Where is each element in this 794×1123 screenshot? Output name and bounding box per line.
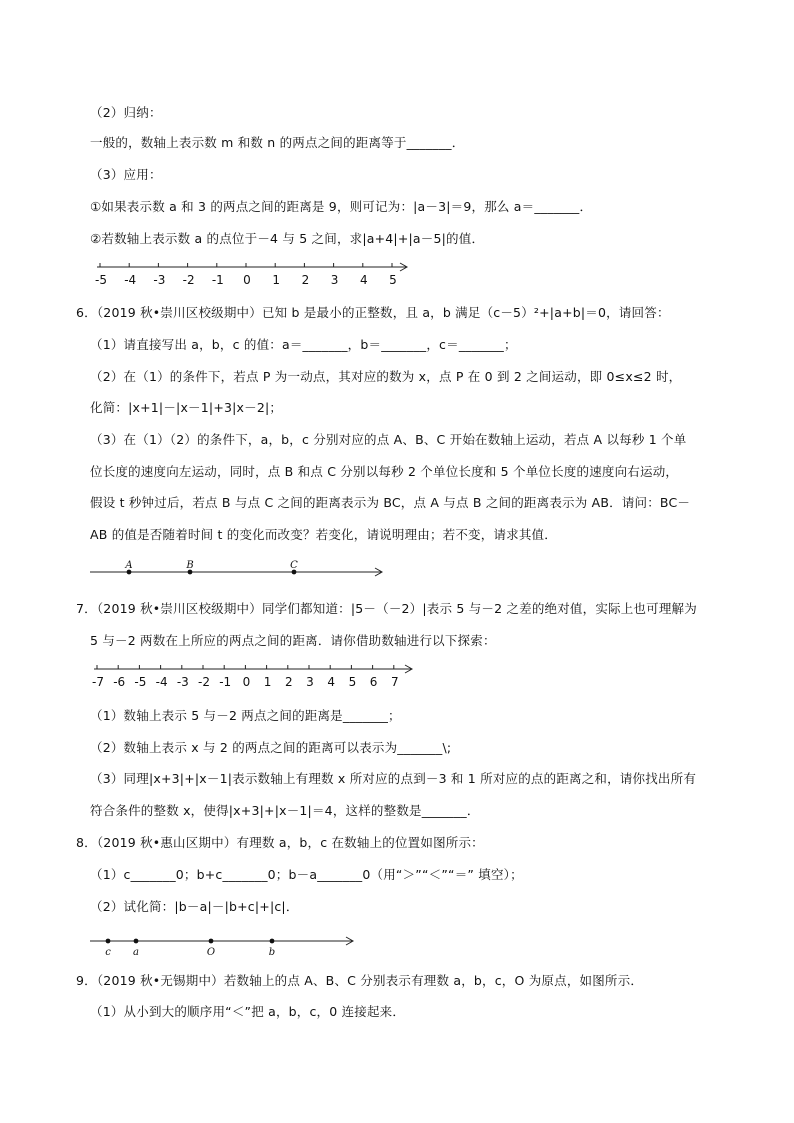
tick-label: -4: [124, 273, 137, 287]
tick-label: -6: [113, 675, 126, 689]
tick-label: -5: [95, 273, 107, 287]
q6-part3-line2: 位长度的速度向左运动，同时，点 B 和点 C 分别以每秒 2 个单位长度和 5 个单位长度的速度向右运动，: [90, 464, 679, 479]
point-label: a: [133, 947, 139, 958]
tick-label: -5: [134, 675, 147, 689]
q7-part2: （2）数轴上表示 x 与 2 的两点之间的距离可以表示为_______\;: [90, 740, 452, 755]
tick-label: 7: [390, 675, 399, 689]
q9-part1: （1）从小到大的顺序用“＜”把 a，b，c，0 连接起来．: [90, 1004, 406, 1019]
point-dot: [270, 939, 275, 944]
q5-part2-heading: （2）归纳：: [90, 105, 162, 120]
tick-label: 3: [306, 675, 314, 689]
q8-title: 8．（2019 秋•惠山区期中）有理数 a，b，c 在数轴上的位置如图所示：: [76, 835, 484, 850]
q5-part3-item1: ①如果表示数 a 和 3 的两点之间的距离是 9，则可记为：|a－3|＝9，那么 a＝_______．: [90, 199, 593, 214]
number-line-4: [0, 925, 794, 958]
q7-part3-line2: 符合条件的整数 x，使得|x+3|+|x－1|＝4，这样的整数是_______．: [90, 803, 480, 818]
point-dot: [209, 939, 214, 944]
q6-title: 6．（2019 秋•崇川区校级期中）已知 b 是最小的正整数，且 a，b 满足（c－5）²+|a+b|＝0，请回答：: [76, 305, 670, 320]
tick-label: 1: [263, 675, 272, 689]
tick-label: -3: [176, 675, 189, 689]
q6-part3-line3: 假设 t 秒钟过后，若点 B 与点 C 之间的距离表示为 BC，点 A 与点 B 之间的距离表示为 AB．请问：BC－: [90, 495, 691, 510]
point-label: O: [206, 947, 216, 958]
tick-label: 3: [330, 273, 339, 287]
q5-part3-heading: （3）应用：: [90, 167, 162, 182]
point-label: c: [105, 947, 111, 958]
point-label: A: [125, 560, 133, 571]
tick-label: -2: [182, 273, 195, 287]
q6-part3-line1: （3）在（1）（2）的条件下，a，b，c 分别对应的点 A、B、C 开始在数轴上运动，若点 A 以每秒 1 个单: [90, 432, 687, 447]
tick-label: 0: [242, 675, 251, 689]
q5-part3-item2: ②若数轴上表示数 a 的点位于－4 与 5 之间，求|a+4|+|a－5|的值．: [90, 231, 485, 246]
tick-label: 1: [272, 273, 281, 287]
tick-label: -3: [153, 273, 166, 287]
tick-label: 5: [348, 675, 357, 689]
tick-label: 2: [284, 675, 293, 689]
q7-part3-line1: （3）同理|x+3|+|x－1|表示数轴上有理数 x 所对应的点到－3 和 1 所对应的点的距离之和，请你找出所有: [90, 771, 697, 786]
q7-title: 7．（2019 秋•崇川区校级期中）同学们都知道：|5－（－2）|表示 5 与－2 之差的绝对值，实际上也可理解为: [76, 601, 697, 616]
number-line-1: [0, 258, 794, 298]
tick-label: 4: [359, 273, 368, 287]
q9-title: 9．（2019 秋•无锡期中）若数轴上的点 A、B、C 分别表示有理数 a，b，c，O 为原点，如图所示．: [76, 973, 644, 988]
q6-part1: （1）请直接写出 a，b，c 的值：a＝_______，b＝_______，c＝_______；: [90, 337, 517, 352]
tick-label: -1: [211, 273, 224, 287]
tick-label: -2: [198, 675, 210, 689]
point-label: b: [268, 947, 276, 958]
number-line-3: [0, 660, 794, 700]
tick-label: 0: [243, 273, 251, 287]
point-label: C: [290, 560, 298, 571]
tick-label: 2: [301, 273, 310, 287]
tick-label: 6: [369, 675, 378, 689]
q7-intro: 5 与－2 两数在上所应的两点之间的距离．请你借助数轴进行以下探索：: [90, 633, 496, 648]
tick-label: 4: [327, 675, 336, 689]
q8-part1: （1）c_______0；b+c_______0；b－a_______0（用“＞”“＜”“＝” 填空）；: [90, 867, 523, 882]
tick-label: -4: [155, 675, 168, 689]
point-dot: [134, 939, 139, 944]
point-dot: [106, 939, 111, 944]
point-label: B: [186, 560, 194, 571]
q8-part2: （2）试化简：|b－a|－|b+c|+|c|．: [90, 899, 299, 914]
number-line-2: [0, 556, 794, 586]
q6-part2-line2: 化简：|x+1|－|x－1|+3|x－2|；: [90, 400, 283, 415]
q6-part2-line1: （2）在（1）的条件下，若点 P 为一动点，其对应的数为 x，点 P 在 0 到 2 之间运动，即 0≤x≤2 时，: [90, 369, 682, 384]
q5-part2-text: 一般的，数轴上表示数 m 和数 n 的两点之间的距离等于_______．: [90, 135, 465, 150]
q6-part3-line4: AB 的值是否随着时间 t 的变化而改变？若变化，请说明理由；若不变，请求其值．: [90, 527, 557, 542]
tick-label: 5: [389, 273, 397, 287]
q7-part1: （1）数轴上表示 5 与－2 两点之间的距离是_______；: [90, 708, 401, 723]
tick-label: -1: [219, 675, 232, 689]
tick-label: -7: [92, 675, 104, 689]
